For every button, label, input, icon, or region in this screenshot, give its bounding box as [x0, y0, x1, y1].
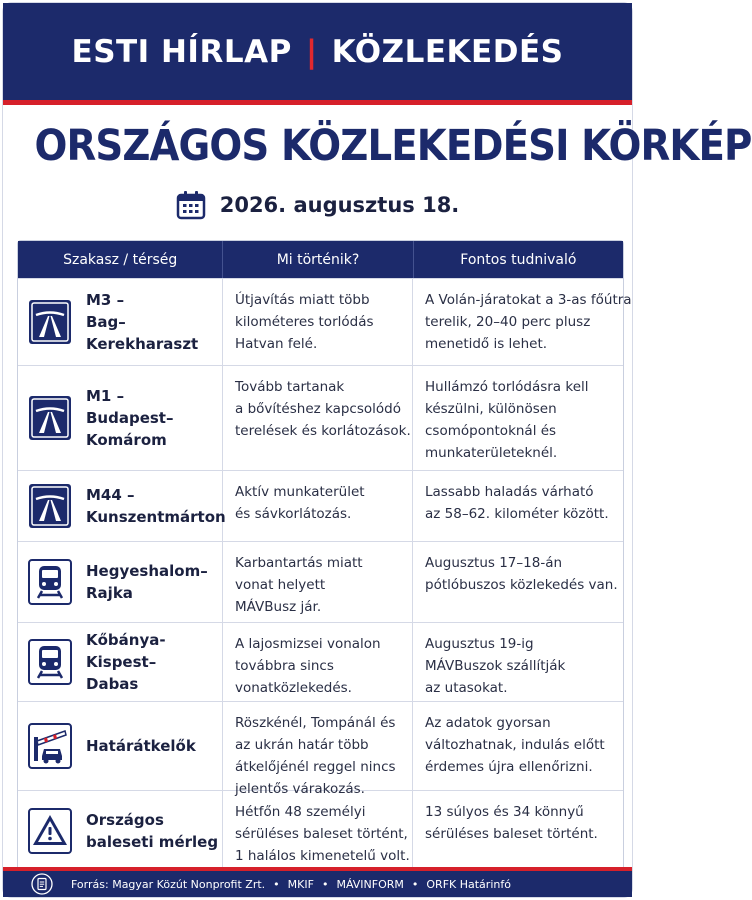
- footer-source: ORFK Határinfó: [426, 877, 511, 891]
- section-name-line: Dabas: [86, 675, 139, 693]
- section-name-line: Kunszentmárton: [86, 508, 226, 526]
- important-note-cell-line: az 58–62. kilométer között.: [425, 506, 609, 522]
- section-cell: [18, 471, 226, 541]
- section-name-line: M3 –: [86, 291, 125, 309]
- what-happens-cell-line: és sávkorlátozás.: [235, 506, 352, 522]
- what-happens-cell: [223, 791, 413, 871]
- important-note-cell-line: Augusztus 17–18-án: [425, 555, 563, 571]
- what-happens-cell-line: vonat helyett: [235, 577, 326, 593]
- section-cell: [18, 279, 223, 365]
- what-happens-cell-line: Hatvan felé.: [235, 336, 318, 352]
- section-name: [86, 629, 222, 695]
- traffic-table: [17, 240, 632, 872]
- section-name: [86, 809, 218, 853]
- important-note-cell-line: Augusztus 19-ig: [425, 636, 534, 652]
- section-name: [86, 735, 196, 757]
- table-row: [18, 470, 623, 541]
- column-header: Fontos tudnivaló: [460, 251, 577, 268]
- what-happens-cell-line: MÁVBusz jár.: [235, 599, 322, 615]
- column-header: Szakasz / térség: [18, 241, 223, 278]
- important-note-cell: [413, 366, 623, 470]
- what-happens-cell-line: Karbantartás miatt: [235, 555, 363, 571]
- page-title: ORSZÁGOS KÖZLEKEDÉSI KÖRKÉP: [34, 121, 752, 171]
- train-icon: [28, 559, 72, 605]
- what-happens-cell-line: Röszkénél, Tompánál és: [235, 715, 396, 731]
- important-note-cell: [413, 542, 623, 622]
- important-note-cell-line: érdemes újra ellenőrizni.: [425, 759, 593, 775]
- important-note-cell-line: pótlóbuszos közlekedés van.: [425, 577, 618, 593]
- masthead-separator: |: [305, 33, 318, 70]
- masthead: [3, 3, 632, 100]
- warning-icon: [28, 808, 72, 854]
- what-happens-cell-line: sérüléses baleset történt,: [235, 826, 408, 842]
- date-text: 2026. augusztus 18.: [219, 193, 460, 217]
- what-happens-cell: [223, 623, 413, 701]
- important-note-cell-line: az utasokat.: [425, 680, 508, 696]
- table-body: [18, 278, 632, 871]
- document-icon: [31, 873, 53, 895]
- important-note-cell-line: A Volán-járatokat a 3-as főútra: [425, 292, 632, 308]
- what-happens-cell-line: Tovább tartanak: [235, 379, 345, 395]
- what-happens-cell-line: továbbra sincs: [235, 658, 334, 674]
- footer-bullet: •: [411, 877, 419, 891]
- section-cell: [18, 623, 223, 701]
- what-happens-cell-line: terelések és korlátozások.: [235, 423, 411, 439]
- table-row: [18, 701, 623, 797]
- section-name-line: Budapest–Komárom: [86, 409, 174, 449]
- section-name: [86, 289, 222, 355]
- what-happens-cell: [223, 471, 413, 541]
- column-header: Mi történik?: [223, 241, 413, 278]
- section-name-line: baleseti mérleg: [86, 833, 219, 851]
- what-happens-cell-line: jelentős várakozás.: [235, 781, 365, 797]
- important-note-cell-line: sérüléses baleset történt.: [425, 826, 598, 842]
- motorway-icon: [28, 483, 72, 529]
- table-row: [18, 365, 623, 470]
- section-cell: [18, 366, 223, 470]
- calendar-icon: [176, 190, 206, 220]
- border-crossing-icon: [28, 723, 72, 769]
- important-note-cell-line: készülni, különösen: [425, 401, 557, 417]
- footer-bullet: •: [273, 877, 280, 891]
- footer-prefix: Forrás:: [71, 877, 109, 891]
- important-note-cell-line: Hullámzó torlódásra kell: [425, 379, 589, 395]
- what-happens-cell-line: vonatközlekedés.: [235, 680, 352, 696]
- table-header: [18, 241, 623, 278]
- train-icon: [28, 639, 72, 685]
- section-name-line: Országos: [86, 811, 164, 829]
- section-name-line: Bag–Kerekharaszt: [86, 313, 199, 353]
- important-note-cell: [413, 791, 623, 871]
- section-name-line: Határátkelők: [86, 737, 196, 755]
- what-happens-cell-line: Útjavítás miatt több: [235, 292, 370, 308]
- important-note-cell: [413, 702, 623, 790]
- what-happens-cell: [223, 542, 413, 622]
- what-happens-cell-line: Hétfőn 48 személyi: [235, 804, 366, 820]
- date-line: [3, 190, 632, 220]
- masthead-red-line: [3, 100, 632, 105]
- what-happens-cell: [223, 702, 413, 797]
- section-name: [86, 560, 208, 604]
- important-note-cell-line: menetidő is lehet.: [425, 336, 548, 352]
- what-happens-cell-line: 1 halálos kimenetelű volt.: [235, 848, 410, 864]
- masthead-left: ESTI HÍRLAP: [71, 33, 292, 70]
- important-note-cell-line: terelik, 20–40 perc plusz: [425, 314, 591, 330]
- motorway-icon: [28, 395, 72, 441]
- what-happens-cell-line: a bővítéshez kapcsolódó: [235, 401, 401, 417]
- important-note-cell-line: 13 súlyos és 34 könnyű: [425, 804, 584, 820]
- what-happens-cell: [223, 279, 413, 365]
- important-note-cell: [413, 623, 623, 701]
- masthead-right: KÖZLEKEDÉS: [331, 33, 564, 70]
- what-happens-cell: [223, 366, 413, 470]
- source-footer: [3, 871, 632, 897]
- section-name: [86, 385, 222, 451]
- table-row: [18, 622, 623, 701]
- footer-source: MÁVINFORM: [336, 877, 404, 891]
- section-name-line: Kőbánya-Kispest–: [86, 631, 166, 671]
- footer-bullet: •: [321, 877, 329, 891]
- what-happens-cell-line: kilométeres torlódás: [235, 314, 374, 330]
- motorway-icon: [28, 299, 72, 345]
- important-note-cell-line: MÁVBuszok szállítják: [425, 658, 566, 674]
- section-cell: [18, 542, 223, 622]
- section-name-line: M44 –: [86, 486, 135, 504]
- section-name-line: Rajka: [86, 584, 133, 602]
- section-name-line: Hegyeshalom–: [86, 562, 208, 580]
- table-row: [18, 278, 632, 365]
- footer-red-line: [3, 867, 632, 871]
- important-note-cell-line: változhatnak, indulás előtt: [425, 737, 605, 753]
- table-row: [18, 541, 623, 622]
- important-note-cell-line: Az adatok gyorsan: [425, 715, 551, 731]
- section-name-line: M1 –: [86, 387, 125, 405]
- important-note-cell-line: munkaterületeknél.: [425, 445, 558, 461]
- section-cell: [18, 791, 223, 871]
- important-note-cell: [413, 471, 623, 541]
- important-note-cell: [413, 279, 632, 365]
- table-row: [18, 790, 623, 871]
- footer-source: Magyar Közút Nonprofit Zrt.: [112, 877, 266, 891]
- section-cell: [18, 702, 223, 790]
- what-happens-cell-line: A lajosmizsei vonalon: [235, 636, 381, 652]
- what-happens-cell-line: Aktív munkaterület: [235, 484, 365, 500]
- section-name: [86, 484, 226, 528]
- what-happens-cell-line: az ukrán határ több: [235, 737, 369, 753]
- footer-source: MKIF: [287, 877, 314, 891]
- important-note-cell-line: Lassabb haladás várható: [425, 484, 594, 500]
- important-note-cell-line: csomópontoknál és: [425, 423, 557, 439]
- what-happens-cell-line: átkelőjénél reggel nincs: [235, 759, 396, 775]
- page-frame: [2, 2, 752, 898]
